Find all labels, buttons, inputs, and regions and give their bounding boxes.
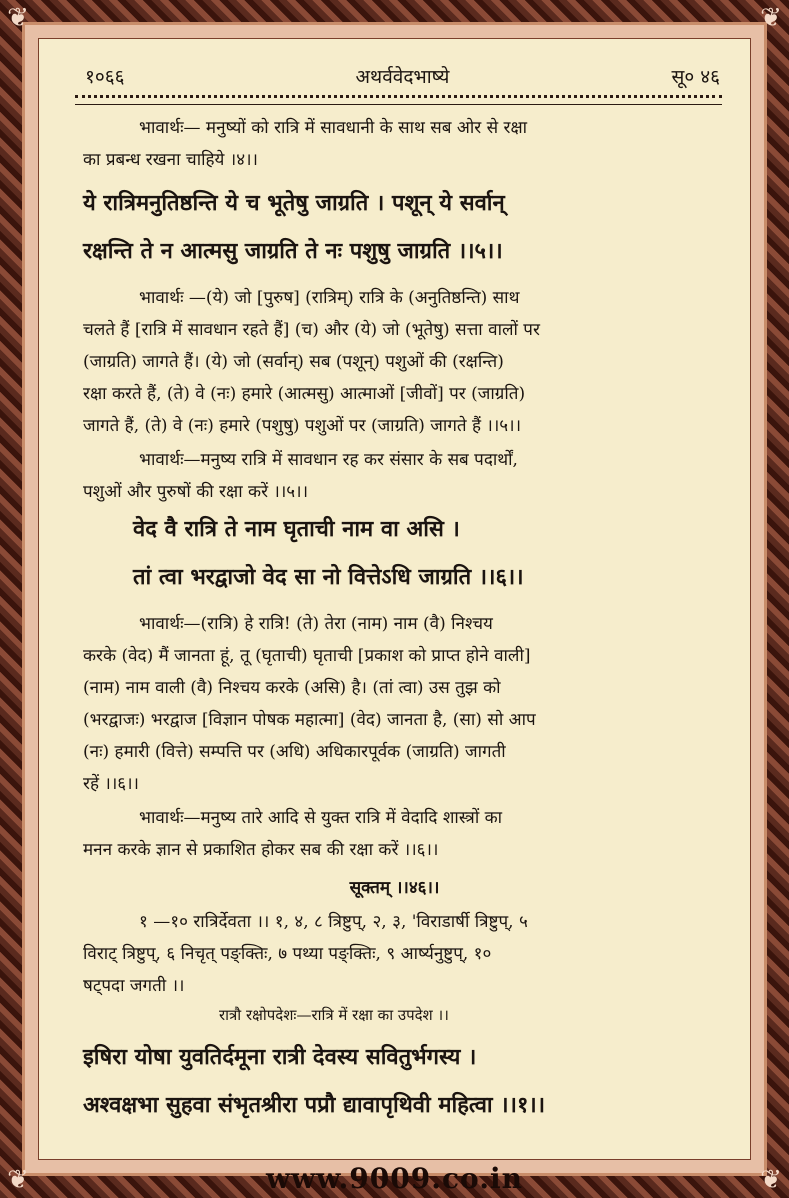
mantra-line: वेद वै रात्रि ते नाम घृताची नाम वा असि । [133,516,460,542]
mantra-line: इषिरा योषा युवतिर्दमूना रात्री देवस्य सवितुर्भगस्य । [83,1044,477,1070]
text-line: (नाम) नाम वाली (वै) निश्चय करके (असि) है। (तां त्वा) उस तुझ को [83,678,501,698]
text-line: जागते हैं, (ते) वे (नः) हमारे (पशुषु) पशुओं पर (जाग्रति) जागते हैं ।।५।। [83,416,522,436]
website-watermark: www.9009.co.in [266,1162,523,1195]
header-divider [75,95,722,105]
corner-ornament-icon: ❦ [7,1165,29,1195]
text-line: करके (वेद) मैं जानता हूं, तू (घृताची) घृताची [प्रकाश को प्राप्त होने वाली] [83,646,531,666]
page-number: १०६६ [85,66,125,88]
text-line: भावार्थः—मनुष्य तारे आदि से युक्त रात्रि में वेदादि शास्त्रों का [139,808,503,828]
text-line: भावार्थः—मनुष्य रात्रि में सावधान रह कर संसार के सब पदार्थों, [139,450,518,470]
devata-line: १ —१० रात्रिर्देवता ।। १, ४, ८ त्रिष्टुप्, २, ३, 'विराडार्षी त्रिष्टुप्, ५ [139,912,528,932]
text-line: (जाग्रति) जागते हैं। (ये) जो (सर्वान्) सब (पशून्) पशुओं की (रक्षन्ति) [83,352,504,372]
text-line: भावार्थः— मनुष्यों को रात्रि में सावधानी के साथ सब ओर से रक्षा [139,118,528,138]
upadesha-line: रात्रौ रक्षोपदेशः—रात्रि में रक्षा का उपदेश ।। [219,1006,449,1024]
text-line: (नः) हमारी (वित्ते) सम्पत्ति पर (अधि) अधिकारपूर्वक (जाग्रति) जागती [83,742,506,762]
page-header [85,63,720,89]
text-line: रक्षा करते हैं, (ते) वे (नः) हमारे (आत्मसु) आत्माओं [जीवों] पर (जाग्रति) [83,384,526,404]
text-line: भावार्थः —(ये) जो [पुरुष] (रात्रिम्) रात्रि के (अनुतिष्ठन्ति) साथ [139,288,520,308]
text-line: भावार्थः—(रात्रि) हे रात्रि! (ते) तेरा (नाम) नाम (वै) निश्चय [139,614,493,634]
sukt-reference: सू० ४६ [671,66,720,88]
text-line: पशुओं और पुरुषों की रक्षा करें ।।५।। [83,482,309,502]
mantra-line: ये रात्रिमनुतिष्ठन्ति ये च भूतेषु जाग्रति । पशून् ये सर्वान् [83,190,505,216]
mantra-line: तां त्वा भरद्वाजो वेद सा नो वित्तेऽधि जाग्रति ।।६।। [133,564,524,590]
text-line: (भरद्वाजः) भरद्वाज [विज्ञान पोषक महात्मा] (वेद) जानता है, (सा) सो आप [83,710,536,730]
mantra-line: अश्वक्षभा सुहवा संभृतश्रीरा पप्रौ द्यावापृथिवी महित्वा ।।१।। [83,1092,546,1118]
book-page [38,38,751,1160]
sukt-heading: सूक्तम् ।।४६।। [349,878,440,898]
text-line: का प्रबन्ध रखना चाहिये ।४।। [83,150,258,170]
text-line: रहें ।।६।। [83,774,139,794]
mantra-line: रक्षन्ति ते न आत्मसु जाग्रति ते नः पशुषु जाग्रति ।।५।। [83,238,503,264]
devata-line: विराट् त्रिष्टुप्, ६ निचृत् पङ्क्तिः, ७ पथ्या पङ्क्तिः, ९ आर्ष्यनुष्टुप्, १० [83,944,492,964]
book-title: अथर्ववेदभाष्ये [355,66,450,88]
text-line: मनन करके ज्ञान से प्रकाशित होकर सब की रक्षा करें ।।६।। [83,840,439,860]
text-line: चलते हैं [रात्रि में सावधान रहते हैं] (च) और (ये) जो (भूतेषु) सत्ता वालों पर [83,320,540,340]
corner-ornament-icon: ❦ [760,1165,782,1195]
devata-line: षट्पदा जगती ।। [83,976,185,996]
corner-ornament-icon: ❦ [7,3,29,33]
corner-ornament-icon: ❦ [760,3,782,33]
